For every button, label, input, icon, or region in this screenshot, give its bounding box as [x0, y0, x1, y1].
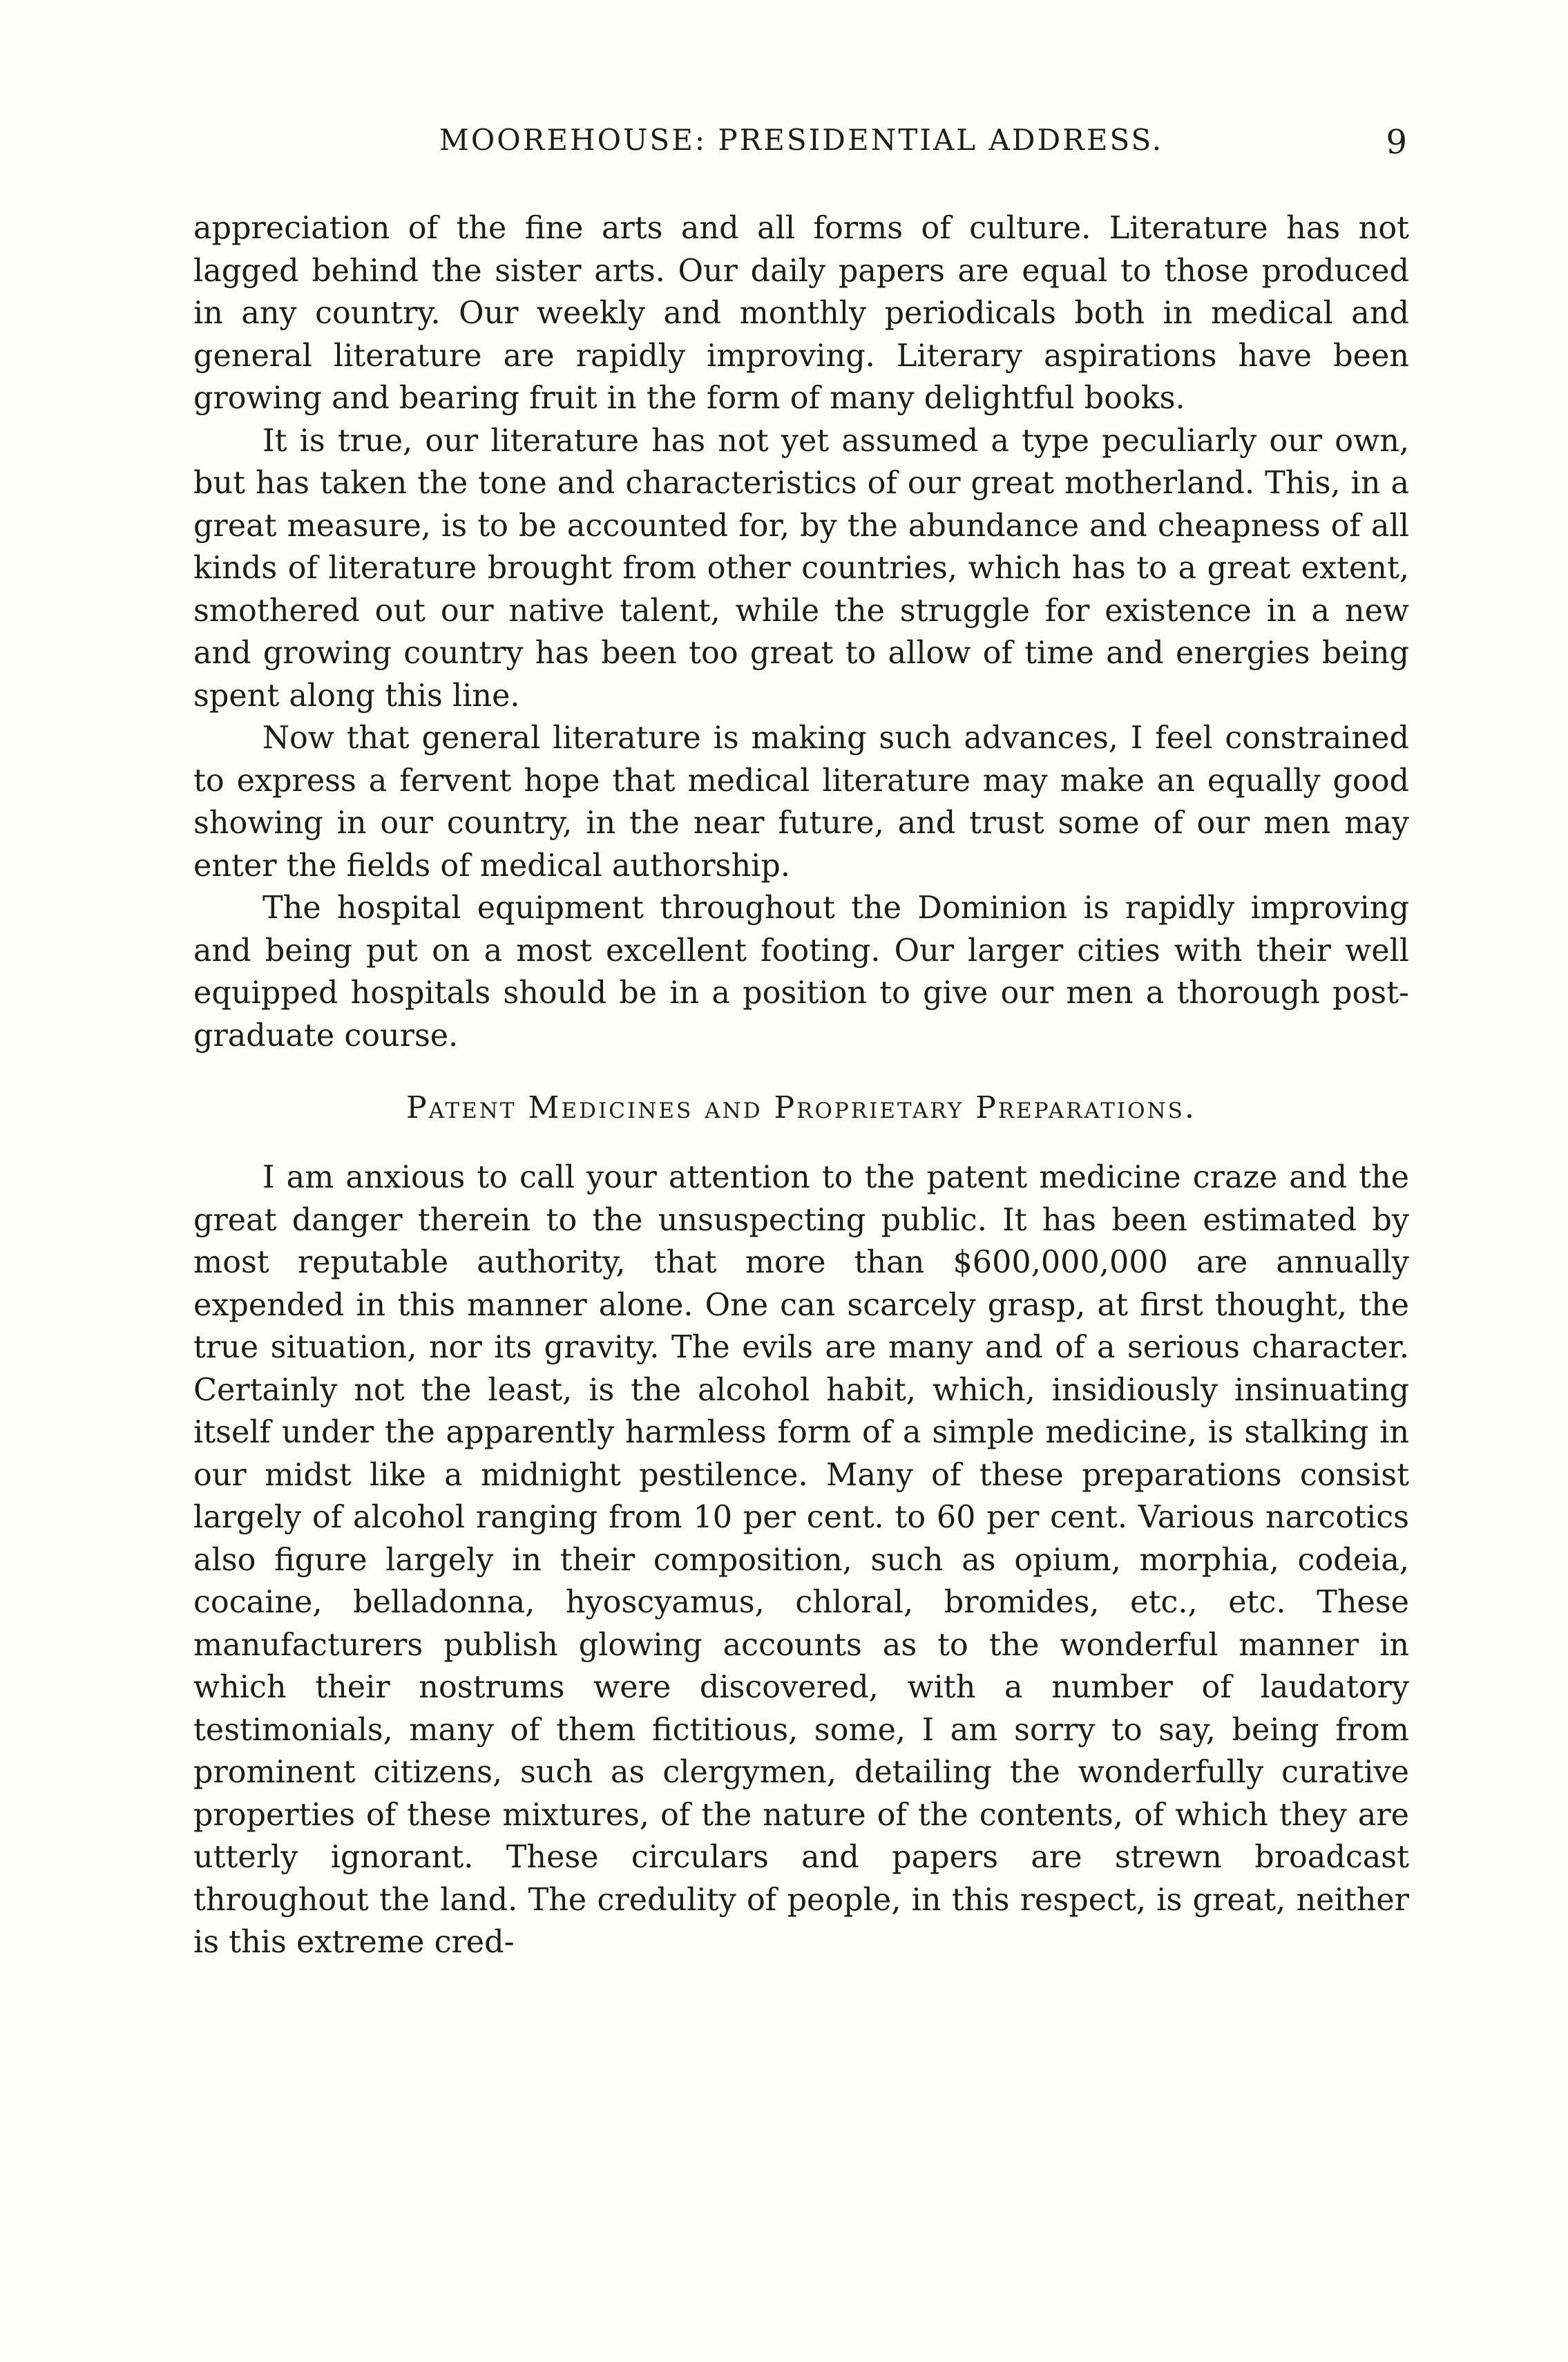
- paragraph-continuation: appreciation of the fine arts and all forms of culture. Literature has not lagged behind the sister arts. Our daily papers are equal to those produced in any country. Our weekly and monthly periodicals both in medical and general literature are rapidly improving. Literary aspirations have been growing and bearing fruit in the form of many delightful books.: [193, 211, 1409, 416]
- body-text: [193, 207, 1409, 1964]
- running-title: MOOREHOUSE: PRESIDENTIAL ADDRESS.: [439, 123, 1164, 157]
- running-head: [193, 123, 1409, 178]
- paragraph-patent-medicine: I am anxious to call your attention to the patent medicine craze and the great danger therein to the unsuspecting public. It has been estimated by most reputable authority, that more than $600,000,000 are annually expended in this manner alone. One can scarcely grasp, at first thought, the true situation, nor its gravity. The evils are many and of a serious character. Certainly not the least, is the alcohol habit, which, insidiously insinuating itself under the apparently harmless form of a simple medicine, is stalking in our midst like a midnight pestilence. Many of these preparations consist largely of alcohol ranging from 10 per cent. to 60 per cent. Various narcotics also figure largely in their composition, such as opium, morphia, codeia, cocaine, belladonna, hyoscyamus, chloral, bromides, etc., etc. These manufacturers publish glowing accounts as to the wonderful manner in which their nostrums were discovered, with a number of laudatory testimonials, many of them fictitious, some, I am sorry to say, being from prominent citizens, such as clergymen, detailing the wonderfully curative properties of these mixtures, of the nature of the contents, of which they are utterly ignorant. These circulars and papers are strewn broadcast throughout the land. The credulity of people, in this respect, is great, neither is this extreme cred-: [193, 1160, 1409, 1960]
- paragraph-hospital-equipment: The hospital equipment throughout the Dominion is rapidly improving and being put on a most excellent footing. Our larger cities with their well equipped hospitals should be in a position to give our men a thorough post-graduate course.: [193, 890, 1409, 1054]
- paragraph-literature-type: It is true, our literature has not yet assumed a type peculiarly our own, but has taken the tone and characteristics of our great motherland. This, in a great measure, is to be accounted for, by the abundance and cheapness of all kinds of literature brought from other countries, which has to a great extent, smothered out our native talent, while the struggle for existence in a new and growing country has been too great to allow of time and energies being spent along this line.: [193, 423, 1409, 714]
- section-heading: Patent Medicines and Proprietary Preparations.: [406, 1090, 1196, 1125]
- paragraph-medical-literature: Now that general literature is making such advances, I feel constrained to express a fervent hope that medical literature may make an equally good showing in our country, in the near future, and trust some of our men may enter the fields of medical authorship.: [193, 721, 1409, 884]
- page-number: 9: [1386, 123, 1409, 162]
